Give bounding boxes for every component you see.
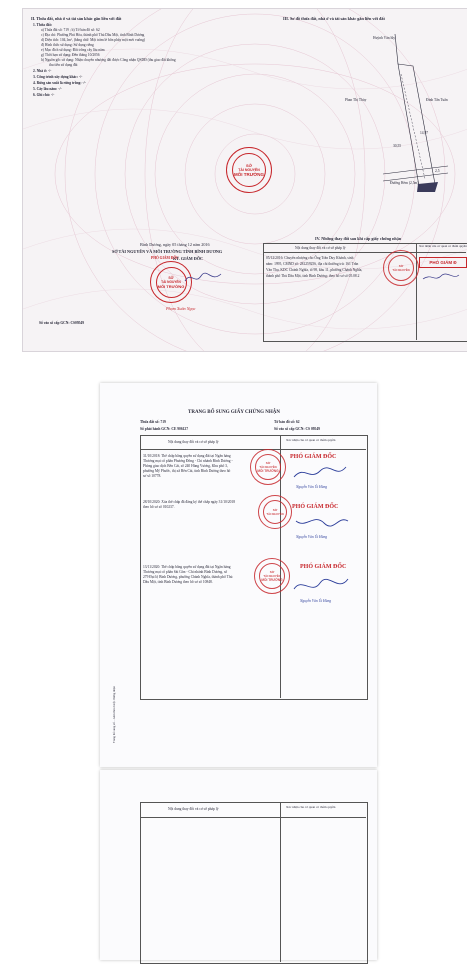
seal-text-mid: TÀI NGUYÊN [392, 268, 410, 272]
seal-text-top: SỞ [168, 275, 174, 280]
item-3-line: 3. Công trình xây dựng khác: -/- [33, 75, 83, 79]
item-1-label: 1. Thửa đất: [33, 23, 52, 27]
item-4-line: 4. Rừng sản xuất là rừng trồng: -/- [33, 81, 86, 85]
supplement-parcel: Thửa đất số: 719 [140, 420, 166, 424]
supplement-2-column-change: Nội dung thay đổi và cơ sở pháp lý [168, 807, 219, 811]
deputy-stamp-corner: PHÓ GIÁM Đ [419, 257, 467, 268]
map-dimension-1: 14,97 [420, 131, 429, 135]
origin-line-2: thu tiền sử dụng đất [49, 63, 78, 67]
item-5-line: 5. Cây lâu năm: -/- [33, 87, 62, 91]
map-label-top: Huỳnh Văn lũy [373, 36, 396, 40]
supplement-column-confirm: Xác nhận của cơ quan có thẩm quyền [286, 438, 336, 442]
column-change-header: Nội dung thay đổi và cơ sở pháp lý [295, 246, 346, 250]
entry-3-line-2: Thương mại cổ phần Sài Gòn - Chi nhánh Bình Dương, số [143, 570, 228, 574]
term-line: g) Thời hạn sử dụng: Đến tháng 10/2056 [41, 53, 100, 57]
entry-2-stamp: PHÓ GIÁM ĐỐC [292, 504, 339, 510]
certificate-book-number: Số vào sổ cấp GCN: CS09549 [39, 321, 85, 325]
parcel-line: a) Thửa đất số: 719 ; b) Tờ bản đồ số: 62 [41, 28, 100, 32]
entry-1-signer: Nguyễn Văn Út Hùng [296, 485, 328, 489]
entry-2-signature [292, 511, 352, 531]
change-signature [421, 271, 461, 283]
entry-3-stamp: PHÓ GIÁM ĐỐC [300, 564, 347, 570]
changes-table-header-rule [263, 252, 466, 253]
address-line: c) Địa chỉ: Phường Phú Hòa, thành phố Thủ Dầu Một, tỉnh Bình Dương [41, 33, 145, 37]
seal-text-top: SỞ [272, 508, 278, 512]
supplement-map-sheet: Tờ bản đồ số: 62 [274, 420, 300, 424]
supplement-title: TRANG BỔ SUNG GIẤY CHỨNG NHẬN [188, 410, 280, 415]
authority-name: SỞ TÀI NGUYÊN VÀ MÔI TRƯỜNG TỈNH BÌNH DƯƠNG [112, 249, 223, 254]
map-dimension-3: 2,5 [435, 169, 440, 173]
map-label-road: Đường Hẻm (2,5m) [390, 181, 419, 185]
parcel-sketch-map [313, 34, 453, 194]
item-2-line: 2. Nhà ở: -/- [33, 69, 52, 73]
purpose-line: e) Mục đích sử dụng: Đất trồng cây lâu năm [41, 48, 105, 52]
supplement-page: TRANG BỔ SUNG GIẤY CHỨNG NHẬN Thửa đất số: 719 Tờ bản đồ số: 62 Số phát hành GCN: CE 906127 Số vào sổ cấp GCN: CS 09549 Nội dung thay đổi và cơ sở pháp lý Xác nhận của cơ quan có thẩm quyền 31/10/2018: Thế chấp bằng quyền sử dụng đất tại Ngân hàng Thương mại cổ phần Phương Đông - Chi nhánh Bình Dương - Phòng giao dịch Bến Cát, số 240 Hùng Vương, Khu phố 3, phường Mỹ Phước, thị xã Bến Cát, tỉnh Bình Dương theo hồ sơ số 10778. SỞ TÀI NGUYÊN MÔI TRƯỜNG PHÓ GIÁM ĐỐC Nguyễn Văn Út Hùng 28/10/2020: Xóa thế chấp đã đăng ký thế chấp ngày 31/10/2018 theo hồ sơ số 010237. SỞ TÀI NGUYÊN PHÓ GIÁM ĐỐC Nguyễn Văn Út Hùng 13/11/2020: Thế chấp bằng quyền sử dụng đất tại Ngân hàng Thương mại cổ phần Sài Gòn - Chi nhánh Bình Dương, số 279 Đại lộ Bình Dương, phường Chánh Nghĩa, thành phố Thủ Dầu Một, tỉnh Bình Dương theo hồ sơ số 10848. SỞ TÀI NGUYÊN MÔI TRƯỜNG PHÓ GIÁM ĐỐC Nguyễn Văn Út Hùng Trang bổ sung số ... kèm theo Giấy chứng nhận [100, 383, 377, 767]
supplement-2-table-header-rule [140, 817, 366, 818]
entry-3-line-3: 279 Đại lộ Bình Dương, phường Chánh Nghĩa, thành phố Thủ [143, 575, 233, 579]
seal-text-top: SỞ [269, 570, 275, 574]
entry-1-signature [290, 463, 350, 483]
supplement-issue-number: Số phát hành GCN: CE 906127 [140, 427, 189, 431]
change-line-1: 05/12/2016: Chuyển nhượng cho Ông Trần Duy Khánh, sinh [266, 256, 354, 260]
change-seal [383, 250, 419, 286]
seal-text-top: SỞ [265, 461, 271, 465]
seal-text-top: SỞ [398, 264, 404, 268]
entry-2-line-2: theo hồ sơ số 010237. [143, 505, 175, 509]
map-label-right: Đinh Tấn Tuấn [426, 98, 448, 102]
signer-name: Phạm Xuân Ngọc [166, 306, 196, 311]
seal-text-mid: TÀI NGUYÊN [263, 574, 281, 578]
section-2-title: II. Thửa đất, nhà ở và tài sản khác gắn liền với đất [31, 16, 122, 21]
supplement-book-number: Số vào sổ cấp GCN: CS 09549 [274, 427, 320, 431]
seal-text-mid: TÀI NGUYÊN [161, 279, 181, 284]
area-line: d) Diện tích: 104,1m², (bằng chữ: Một trăm lẻ bốn phẩy một mét vuông) [41, 38, 146, 42]
section-3-title: III. Sơ đồ thửa đất, nhà ở và tài sản khác gắn liền với đất [283, 16, 385, 21]
entry-1-line-1: 31/10/2018: Thế chấp bằng quyền sử dụng đất tại Ngân hàng [143, 454, 231, 458]
seal-text-top: SỞ [245, 163, 253, 168]
entry-3-line-1: 13/11/2020: Thế chấp bằng quyền sử dụng đất tại Ngân hàng [143, 565, 231, 569]
origin-line-1: h) Nguồn gốc sử dụng: Nhận chuyển nhượng đất được Công nhận QSDĐ (thu giao đất không [41, 58, 176, 62]
entry-2-line-1: 28/10/2020: Xóa thế chấp đã đăng ký thế chấp ngày 31/10/2018 [143, 500, 236, 504]
entry-1-stamp: PHÓ GIÁM ĐỐC [290, 454, 337, 460]
director-signature [183, 271, 223, 285]
entry-1-line-5: sơ số 10778. [143, 474, 162, 478]
supplement-2-table [140, 802, 368, 964]
entry-1-line-4: phường Mỹ Phước, thị xã Bến Cát, tỉnh Bình Dương theo hồ [143, 469, 231, 473]
seal-text-mid: TÀI NGUYÊN [259, 465, 277, 469]
entry-3-signer: Nguyễn Văn Út Hùng [300, 599, 332, 603]
entry-1-line-2: Thương mại cổ phần Phương Đông - Chi nhánh Bình Dương - [143, 459, 233, 463]
map-label-left: Phan Thị Thủy [345, 98, 367, 102]
entry-2-seal [258, 495, 292, 529]
supplement-table-header-rule [140, 449, 366, 450]
supplement-page-2 [100, 770, 377, 960]
entry-3-line-4: Dầu Một, tỉnh Bình Dương theo hồ sơ số 10848. [143, 580, 213, 584]
seal-text-bot: MÔI TRƯỜNG [257, 469, 279, 473]
certificate-page-1 [22, 8, 467, 352]
item-6-line: 6. Ghi chú: -/- [33, 93, 55, 97]
seal-text-bot: MÔI TRƯỜNG [261, 578, 283, 582]
entry-1-seal [250, 449, 286, 485]
entry-3-signature [290, 573, 352, 597]
seal-text-bot: MÔI TRƯỜNG [233, 172, 265, 177]
official-seal [226, 147, 272, 193]
deputy-label: PHÓ GIÁM ĐỐC [151, 256, 179, 260]
map-dimension-2: 30,55 [393, 144, 402, 148]
supplement-2-column-confirm: Xác nhận của cơ quan có thẩm quyền [286, 805, 336, 809]
usage-form-line: đ) Hình thức sử dụng: Sử dụng riêng [41, 43, 94, 47]
supplement-2-table-divider [280, 802, 281, 962]
entry-2-signer: Nguyễn Văn Út Hùng [296, 535, 328, 539]
column-confirm-header: Xác nhận của cơ quan có thẩm quyền [419, 244, 467, 248]
date-line: Bình Dương, ngày 05 tháng 12 năm 2016 [140, 242, 210, 247]
entry-3-seal [254, 558, 290, 594]
section-4-title: IV. Những thay đổi sau khi cấp giấy chứng nhận [315, 236, 402, 241]
change-line-4: thành phố Thủ Dầu Một, tỉnh Bình Dương; theo hồ sơ số 05.08.2 [266, 274, 360, 278]
entry-1-line-3: Phòng giao dịch Bến Cát, số 240 Hùng Vương, Khu phố 3, [143, 464, 228, 468]
on-behalf-label: KT. GIÁM ĐỐC [173, 256, 204, 261]
seal-text-bot: MÔI TRƯỜNG [157, 283, 185, 289]
change-line-3: Văn Thụ, KDC Chánh Nghĩa, tổ 98, khu 11, phường Chánh Nghĩa, [266, 268, 363, 272]
supplement-column-change: Nội dung thay đổi và cơ sở pháp lý [168, 440, 219, 444]
seal-text-mid: TÀI NGUYÊN [238, 168, 260, 172]
change-line-2: năm: 1995, CMND số: 281259256, địa chỉ thường trú: 161 Trần [266, 262, 359, 266]
seal-text-mid: TÀI NGUYÊN [266, 512, 284, 516]
